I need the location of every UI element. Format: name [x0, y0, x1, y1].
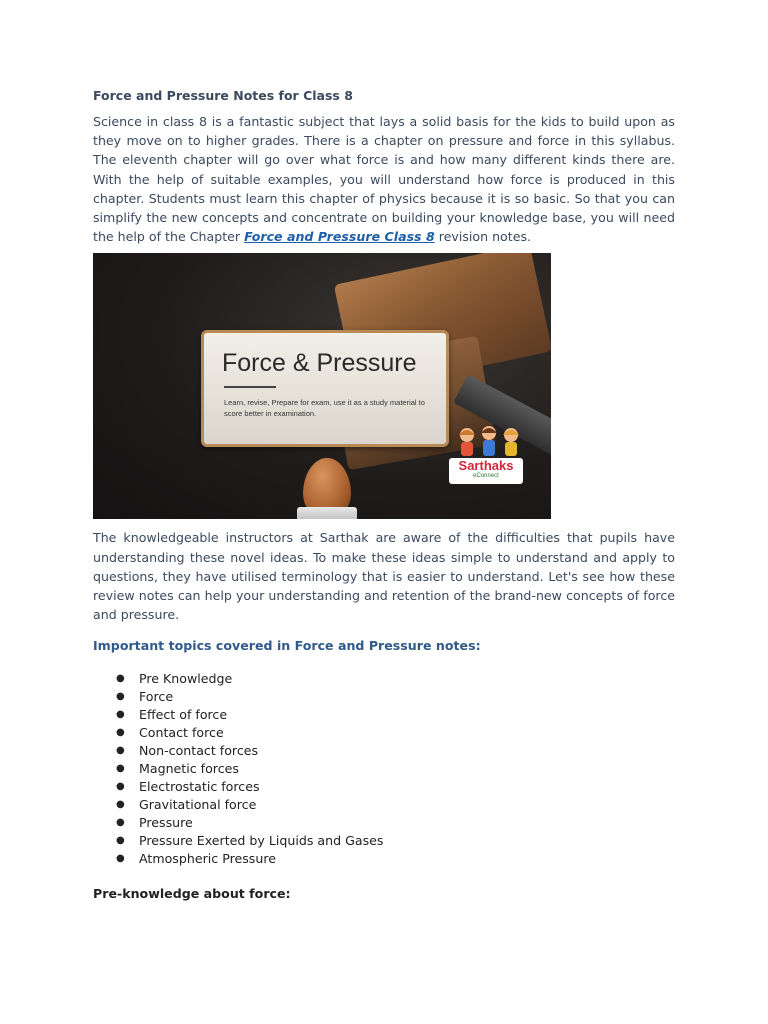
list-item	[93, 850, 675, 868]
logo-figures-icon	[453, 425, 525, 459]
bullet-icon: ●	[116, 745, 125, 757]
banner-panel	[201, 330, 449, 447]
bullet-icon: ●	[116, 834, 125, 846]
bullet-icon: ●	[116, 691, 125, 703]
force-and-pressure-class-8-link[interactable]: Force and Pressure Class 8	[244, 229, 435, 245]
force-and-pressure-banner-image	[93, 253, 551, 519]
bullet-icon: ●	[116, 852, 125, 864]
banner-caption: Learn, revise, Prepare for exam, use it as a study material to score better in examination.	[224, 398, 425, 419]
sarthaks-logo	[449, 425, 529, 489]
list-item	[93, 832, 675, 850]
pre-knowledge-heading: Pre-knowledge about force:	[93, 886, 291, 902]
bullet-icon: ●	[116, 816, 125, 828]
logo-subtitle: eConnect	[473, 473, 499, 480]
page-title: Force and Pressure Notes for Class 8	[93, 88, 353, 103]
list-item	[93, 814, 675, 832]
topics-heading: Important topics covered in Force and Pressure notes:	[93, 638, 481, 654]
banner-divider	[224, 386, 276, 388]
logo-name: Sarthaks	[458, 458, 514, 474]
intro-text-end: revision notes.	[434, 229, 532, 245]
topic-label: Contact force	[139, 725, 224, 741]
topic-label: Gravitational force	[139, 796, 257, 812]
bullet-icon: ●	[116, 780, 125, 792]
banner-title: Force & Pressure	[222, 349, 417, 378]
intro-paragraph	[93, 112, 675, 246]
bullet-icon: ●	[116, 762, 125, 774]
list-item	[93, 688, 675, 706]
topic-label: Pressure Exerted by Liquids and Gases	[139, 832, 384, 848]
egg-cup	[297, 507, 357, 519]
bullet-icon: ●	[116, 798, 125, 810]
document-page	[93, 86, 675, 904]
list-item	[93, 706, 675, 724]
topic-label: Pressure	[139, 814, 193, 830]
bullet-icon: ●	[116, 673, 125, 685]
topic-label: Electrostatic forces	[139, 778, 260, 794]
list-item	[93, 760, 675, 778]
topics-list	[93, 670, 675, 867]
instructors-paragraph: The knowledgeable instructors at Sarthak are aware of the difficulties that pupils have understanding these novel ideas. To make these ideas simple to understand and apply to questions, they have utilised terminology that is easier to understand. Let's see how these review notes can help your understanding and retention of the brand-new concepts of force and pressure.	[93, 530, 675, 623]
topic-label: Magnetic forces	[139, 760, 239, 776]
list-item	[93, 742, 675, 760]
bullet-icon: ●	[116, 727, 125, 739]
topic-label: Force	[139, 689, 174, 705]
topic-label: Pre Knowledge	[139, 671, 233, 687]
list-item	[93, 670, 675, 688]
list-item	[93, 796, 675, 814]
intro-text: Science in class 8 is a fantastic subject that lays a solid basis for the kids to build upon as they move on to higher grades. There is a chapter on pressure and force in this syllabus. The eleventh chapter will go over what force is and how many different kinds there are. With the help of suitable examples, you will understand how force is produced in this chapter. Students must learn this chapter of physics because it is so basic. So that you can simplify the new concepts and concentrate on building your knowledge base, you will need the help of the Chapter	[93, 114, 675, 245]
list-item	[93, 724, 675, 742]
topic-label: Atmospheric Pressure	[139, 850, 276, 866]
logo-wordmark	[449, 458, 523, 484]
bullet-icon: ●	[116, 709, 125, 721]
list-item	[93, 778, 675, 796]
topic-label: Effect of force	[139, 707, 228, 723]
topic-label: Non-contact forces	[139, 743, 259, 759]
